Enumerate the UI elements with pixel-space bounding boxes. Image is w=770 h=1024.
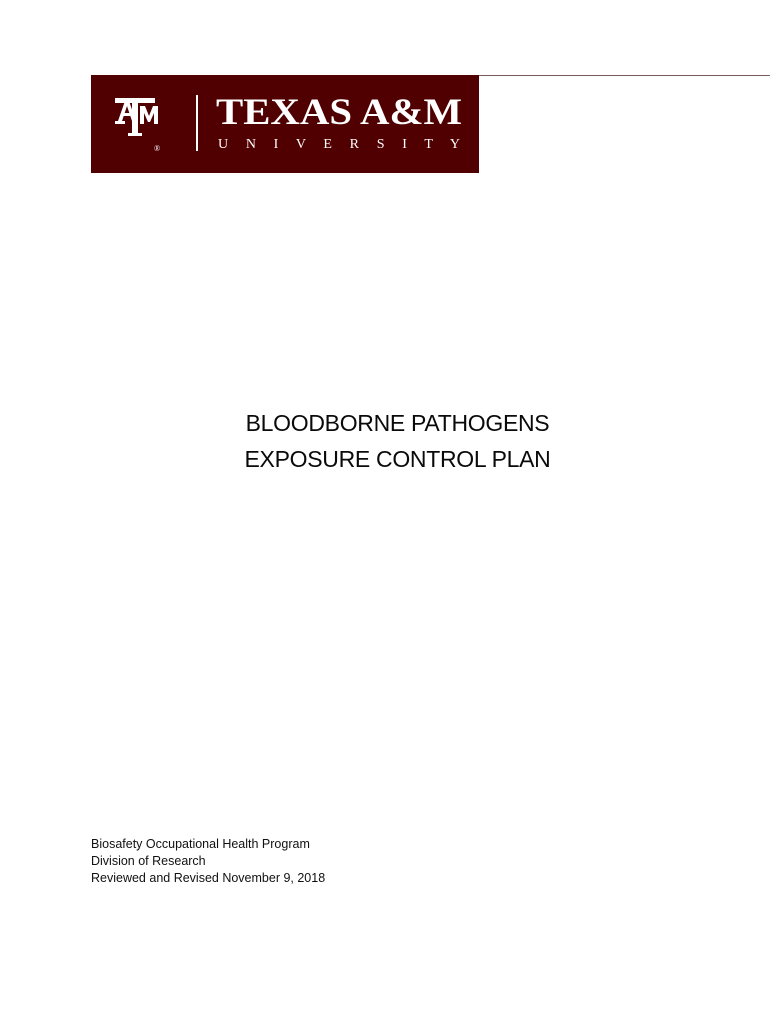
division-name: Division of Research <box>91 854 206 868</box>
atm-monogram-icon <box>115 98 158 136</box>
header-rule <box>479 75 770 76</box>
registered-mark: ® <box>154 144 161 153</box>
program-name: Biosafety Occupational Health Program <box>91 837 310 851</box>
logo-subtitle: U N I V E R S I T Y <box>218 137 460 152</box>
university-logo-banner <box>91 75 479 173</box>
logo-divider <box>196 95 198 151</box>
title-line-1: BLOODBORNE PATHOGENS <box>245 410 550 436</box>
logo-wordmark: TEXAS A&M <box>216 92 462 133</box>
title-line-2: EXPOSURE CONTROL PLAN <box>244 446 551 472</box>
revision-date: Reviewed and Revised November 9, 2018 <box>91 871 326 885</box>
document-title <box>0 405 770 477</box>
university-logo <box>91 75 479 173</box>
document-footer <box>91 836 591 887</box>
